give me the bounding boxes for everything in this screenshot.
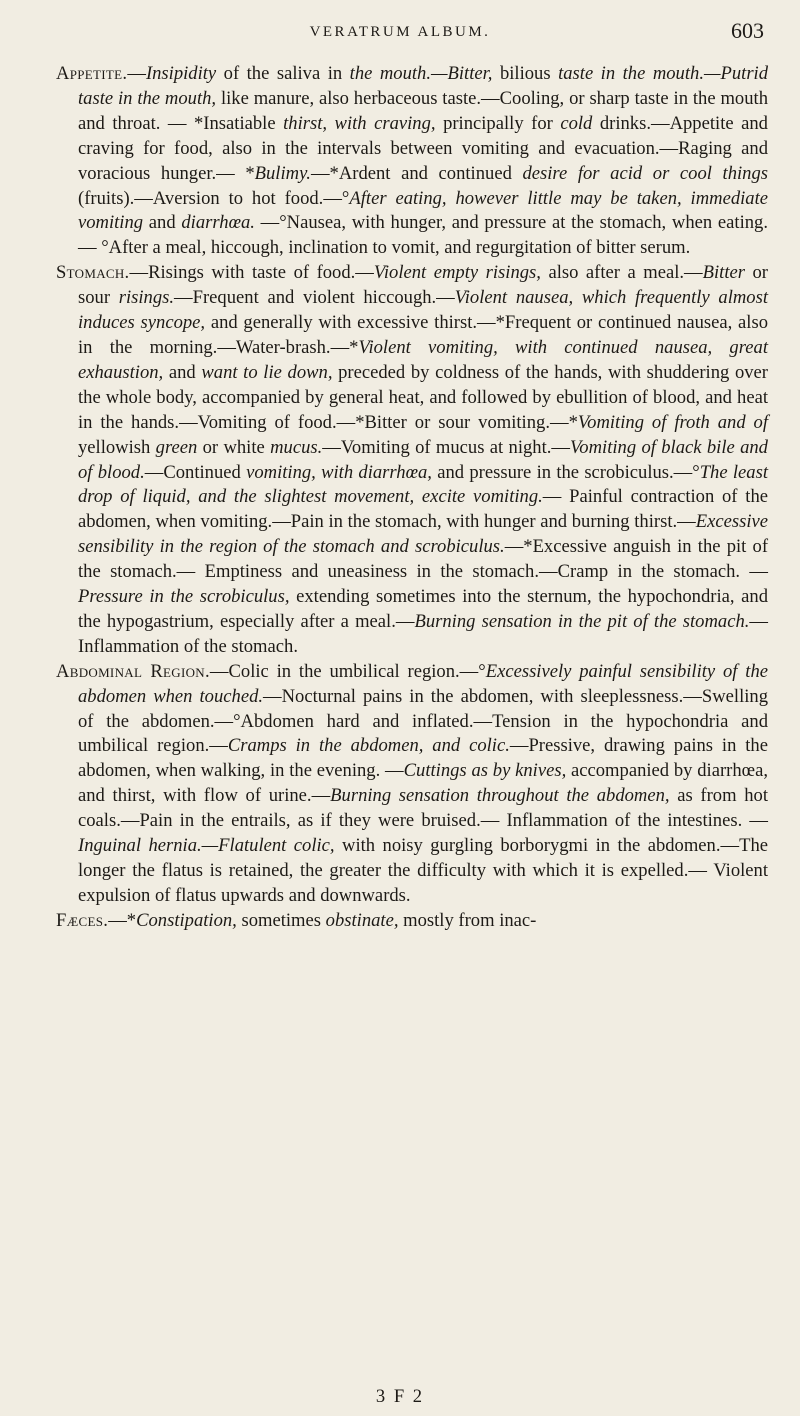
italic-run: Inguinal hernia.—Flatulent colic, [78, 835, 335, 857]
text-run: or sour [78, 262, 769, 309]
section-body [78, 63, 768, 258]
italic-run: vomiting, with diarrhœa, [246, 461, 432, 483]
italic-run: diarrhœa. [181, 212, 255, 234]
text-run: or white [197, 436, 271, 458]
page-number: 603 [731, 18, 764, 43]
text-run: sometimes [236, 909, 326, 931]
italic-run: Violent vomiting, with continued nausea, great exhaustion, [78, 336, 768, 383]
italic-run: Burning sensation in the pit of the stomach. [414, 610, 750, 632]
text-run: and [163, 361, 202, 383]
section-heading: Stomach. [56, 262, 130, 284]
section-heading: Fæces. [56, 909, 109, 931]
italic-run: Insipidity [145, 63, 217, 84]
italic-run: Cuttings as by knives, [403, 760, 567, 782]
text-run: also after a meal.— [540, 262, 703, 284]
text-run: —Nocturnal pains in the abdomen, with sleeplessness.—Swelling of the abdomen.—°Abdomen hard and inflated.—Tension in the hypochondria and umbilical region.— [78, 685, 768, 757]
text-run: —Vomiting of mucus at night.— [322, 436, 571, 458]
italic-run: Vomiting of froth and of [577, 411, 769, 433]
section-body [108, 910, 536, 931]
text-run: —Inflammation of the stomach. [78, 610, 769, 657]
section-stomach [56, 261, 768, 660]
text-run: — [127, 63, 146, 84]
italic-run: Burning sensation throughout the abdomen, [330, 785, 670, 807]
text-run: yellowish [78, 436, 156, 458]
italic-run: Constipation, [136, 909, 237, 931]
italic-run: thirst, with craving, [283, 112, 436, 134]
text-run: principally for [435, 112, 561, 134]
italic-run: Violent empty risings, [373, 262, 541, 284]
text-run: of the saliva in [216, 63, 350, 84]
italic-run: the mouth.—Bitter, [349, 63, 493, 84]
italic-run: Bulimy. [254, 162, 311, 184]
text-run: extending sometimes into the sternum, the hypochondria, and the hypogastrium, especially after a meal.— [78, 586, 768, 632]
text-run: and pressure in the scrobiculus.—° [431, 461, 700, 483]
italic-run: Bitter [702, 262, 745, 284]
section-heading: Abdominal Region. [56, 660, 210, 682]
section-abdominal-region [56, 660, 768, 909]
italic-run: want to lie down, [201, 361, 333, 383]
section-faeces [56, 909, 768, 934]
text-run: bilious [492, 63, 559, 84]
italic-run: desire for acid or cool things [522, 162, 768, 184]
text-run: with noisy gurgling borborygmi in the abdomen.—The longer the flatus is retained, the greater the difficulty with which it is expelled.— Violent expulsion of flatus upwards and downwards. [78, 835, 768, 906]
italic-run: green [155, 436, 198, 458]
text-run: and [143, 212, 182, 234]
section-body [78, 661, 768, 906]
italic-run: Pressure in the scrobiculus, [78, 586, 290, 608]
text-run: preceded by coldness of the hands, with shuddering over the whole body, accompanied by general heat, and followed by ebullition of blood, and heat in the hands.—Vomiting of food.—*Bitter or sour vomiting.—* [78, 361, 768, 433]
text-run: mostly from inac- [398, 909, 537, 931]
italic-run: taste in the mouth.—Putrid taste in the mouth, [78, 63, 769, 109]
section-appetite [56, 62, 768, 261]
text-run: —Risings with taste of food.— [129, 262, 374, 284]
italic-run: obstinate, [325, 909, 399, 931]
text-run: as from hot coals.—Pain in the entrails, as if they were bruised.— Inflammation of the intestines. — [78, 785, 768, 832]
signature-mark: 3 F 2 [375, 1386, 425, 1407]
italic-run: risings. [118, 287, 175, 309]
text-run: —Frequent and violent hiccough.— [174, 287, 455, 309]
text-run: —°Nausea, with hunger, and pressure at the stomach, when eating. — °After a meal, hiccough, inclination to vomit, and regurgitation of bitter serum. [78, 212, 768, 259]
text-run: (fruits).—Aversion to hot food.—° [78, 187, 350, 209]
italic-run: Excessive sensibility in the region of the stomach and scrobiculus. [78, 511, 768, 558]
italic-run: cold [560, 112, 593, 134]
text-run: —* [108, 909, 137, 931]
text-run: accompanied by diarrhœa, and thirst, with flow of urine.— [78, 760, 768, 807]
text-run: —Continued [144, 461, 247, 483]
italic-run: Violent nausea, which frequently almost induces syncope, [78, 287, 768, 334]
running-title: VERATRUM ALBUM. [309, 24, 491, 40]
text-run: — Painful contraction of the abdomen, when vomiting.—Pain in the stomach, with hunger and burning thirst.— [78, 486, 768, 533]
section-body [78, 262, 768, 657]
text-run: like manure, also herbaceous taste.—Cooling, or sharp taste in the mouth and throat. — *Insatiable [78, 87, 768, 134]
italic-run: mucus. [270, 436, 323, 458]
italic-run: Vomiting of black bile and of blood. [78, 436, 768, 483]
text-run: —*Ardent and continued [310, 162, 523, 184]
italic-run: After eating, however little may be taken, immediate vomiting [78, 187, 768, 234]
text-run: drinks.—Appetite and craving for food, also in the intervals between vomiting and evacuation.—Raging and voracious hunger.— * [78, 112, 768, 184]
italic-run: Cramps in the abdomen, and colic. [227, 735, 510, 757]
body-text [56, 62, 768, 934]
text-run: —*Excessive anguish in the pit of the stomach.— Emptiness and uneasiness in the stomach.—Cramp in the stomach. — [78, 536, 769, 583]
text-run: —Pressive, drawing pains in the abdomen, when walking, in the evening. — [78, 735, 768, 782]
italic-run: The least drop of liquid, and the slightest movement, excite vomiting. [78, 461, 768, 508]
italic-run: Excessively painful sensibility of the abdomen when touched. [78, 660, 768, 707]
section-heading: Appetite. [56, 63, 128, 84]
text-run: —Colic in the umbilical region.—° [209, 660, 486, 682]
text-run: and generally with excessive thirst.—*Frequent or continued nausea, also in the morning.—Water-brash.—* [78, 312, 769, 358]
running-head [0, 18, 800, 48]
